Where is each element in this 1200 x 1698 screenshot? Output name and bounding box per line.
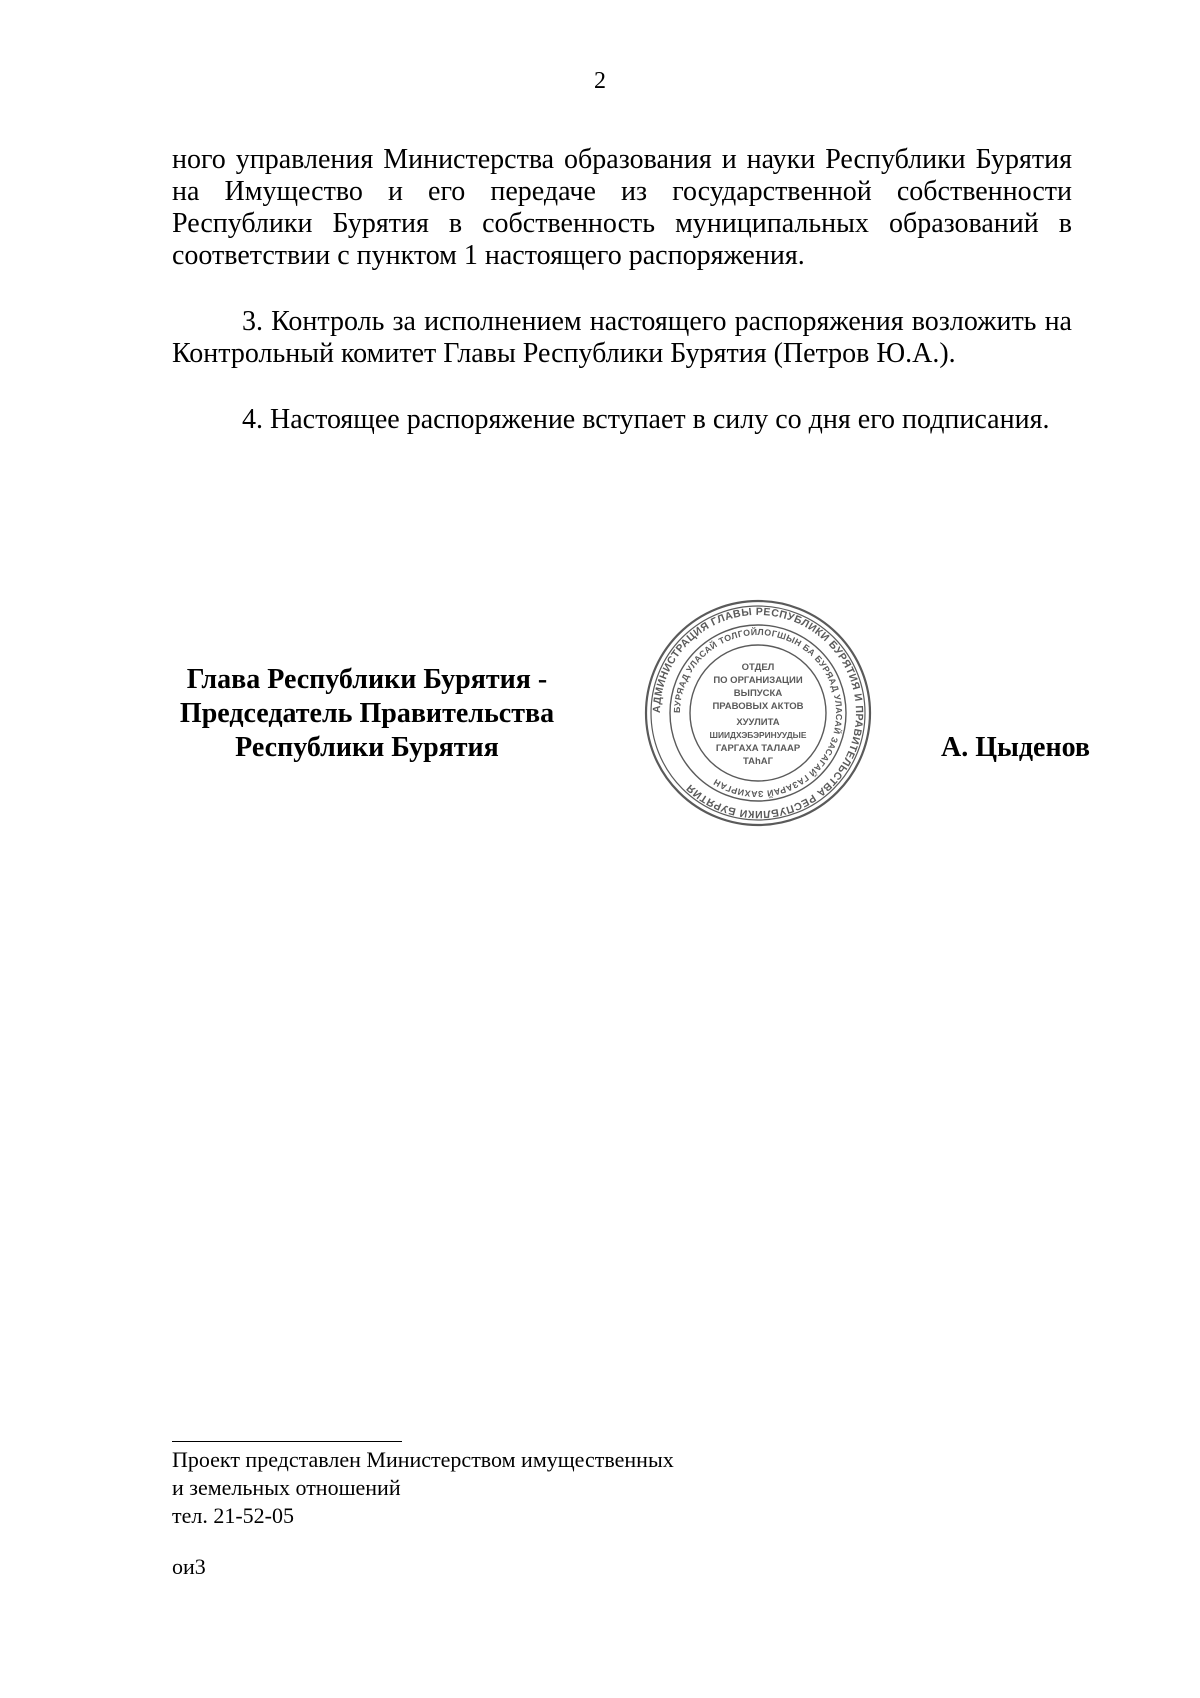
footnote-line: и земельных отношений bbox=[172, 1475, 401, 1500]
signature-title-line: Республики Бурятия bbox=[235, 732, 499, 763]
signature-title-line: Глава Республики Бурятия - bbox=[186, 664, 548, 695]
footnote-line: тел. 21-52-05 bbox=[172, 1503, 295, 1528]
paragraph-continuation: ного управления Министерства образования и науки Республики Бурятия на Имущество и его передаче из государственной собственности Республики Бурятия в собственность муниципальных образований в соответствии с пунктом 1 настоящего распоряжения. bbox=[172, 144, 1072, 271]
seal-center-line: ГАРГАХА ТАЛААР bbox=[715, 743, 801, 754]
footnote-divider bbox=[172, 1441, 402, 1442]
svg-text:АДМИНИСТРАЦИЯ ГЛАВЫ РЕСПУБЛИКИ bbox=[651, 606, 865, 820]
seal-center-line: ВЫПУСКА bbox=[733, 688, 783, 699]
seal-center-line: ПРАВОВЫХ АКТОВ bbox=[712, 701, 804, 712]
signature-title bbox=[172, 663, 562, 765]
seal-center-line: ОТДЕЛ bbox=[741, 662, 775, 673]
svg-text:БУРЯАД УЛАСАЙ ТОЛГОЙЛОГШЫН БА bbox=[672, 626, 844, 800]
footnote bbox=[172, 1446, 674, 1530]
signer-name: А. Цыденов bbox=[940, 732, 1090, 763]
seal-center-line: ХУУЛИТА bbox=[736, 717, 780, 728]
seal-center-line: ПО ОРГАНИЗАЦИИ bbox=[713, 675, 803, 686]
footnote-line: Проект представлен Министерством имущественных bbox=[172, 1447, 674, 1472]
signature-title-line: Председатель Правительства bbox=[179, 698, 555, 729]
seal-inner-ring-text: БУРЯАД УЛАСАЙ ТОЛГОЙЛОГШЫН БА БУРЯАД УЛАСАЙ ЗАСАГАЙ ГАЗАРАЙ ЗАХИРГАН bbox=[671, 626, 845, 800]
paragraph-control-clause: 3. Контроль за исполнением настоящего распоряжения возложить на Контрольный комитет Главы Республики Бурятия (Петров Ю.А.). bbox=[172, 306, 1072, 369]
paragraph-effective-date: 4. Настоящее распоряжение вступает в силу со дня его подписания. bbox=[242, 404, 1050, 435]
official-seal-stamp bbox=[642, 597, 874, 829]
seal-outer-ring-text: АДМИНИСТРАЦИЯ ГЛАВЫ РЕСПУБЛИКИ БУРЯТИЯ И ПРАВИТЕЛЬСТВА РЕСПУБЛИКИ БУРЯТИЯ bbox=[650, 605, 866, 821]
page-number: 2 bbox=[594, 68, 606, 94]
document-code: ои3 bbox=[172, 1554, 206, 1579]
seal-center-line: ТАhАГ bbox=[742, 756, 774, 767]
seal-center-line: ШИИДХЭБЭРИНУУДЫЕ bbox=[709, 730, 807, 740]
